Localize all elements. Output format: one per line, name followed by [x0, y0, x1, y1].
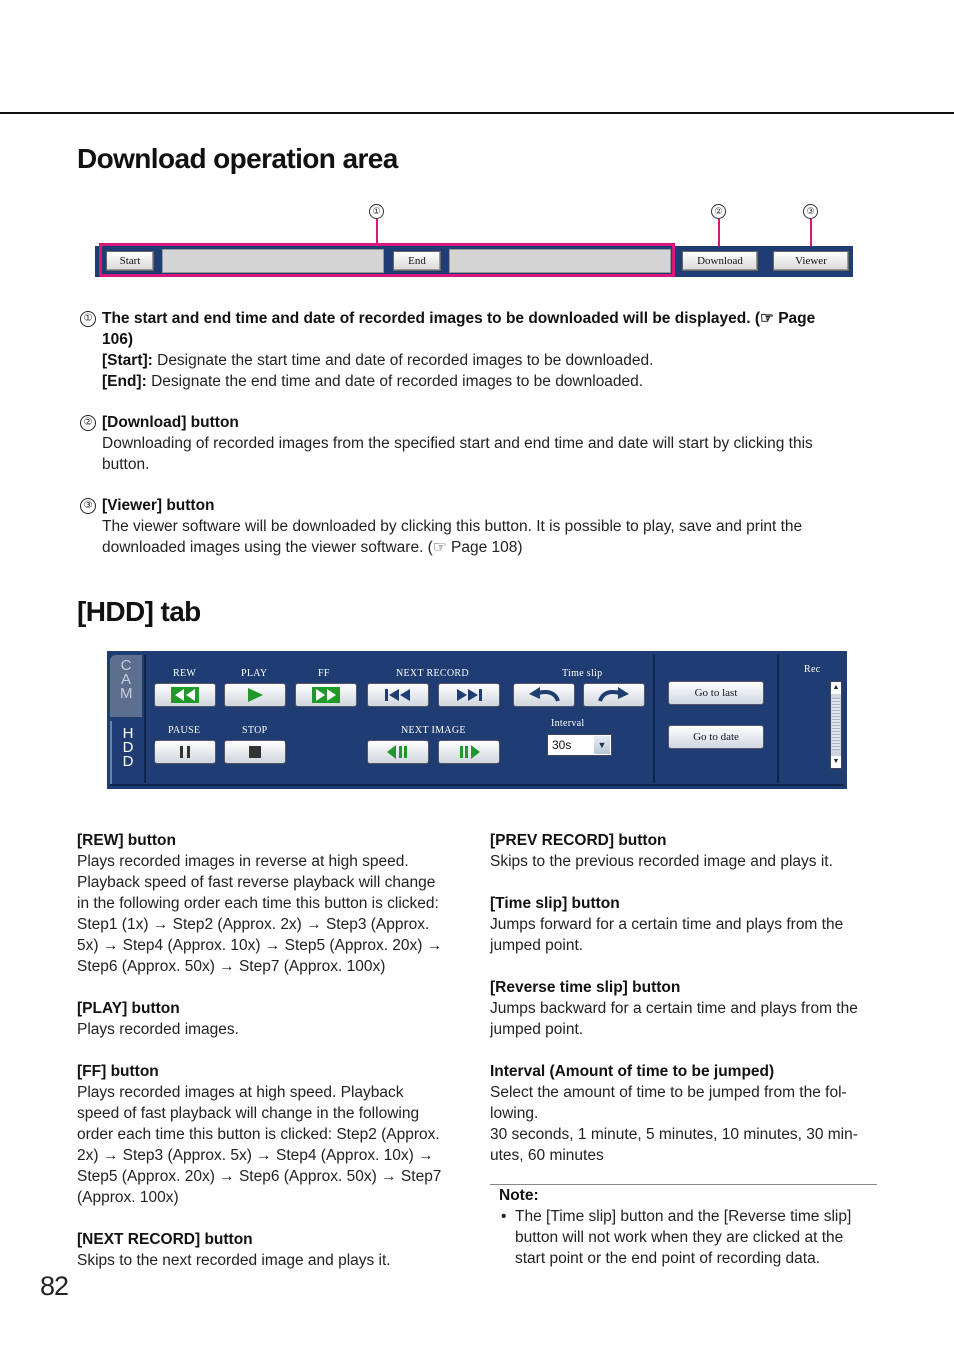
- item-1-heading-cont: 106): [102, 331, 134, 348]
- note-item: [499, 1206, 879, 1269]
- scroll-down-icon[interactable]: ▼: [831, 756, 841, 768]
- bullet: •: [501, 1208, 507, 1225]
- rew-line: Step1 (1x) → Step2 (Approx. 2x) → Step3 (Approx.: [77, 916, 430, 933]
- play-icon: [245, 687, 265, 703]
- start-button[interactable]: Start: [106, 251, 154, 271]
- interval-line: utes, 60 minutes: [490, 1147, 604, 1164]
- left-column: [77, 830, 472, 1271]
- item-2-body-2: button.: [102, 456, 150, 473]
- callout-line-1: [376, 219, 378, 245]
- label-interval: Interval: [551, 718, 585, 729]
- time-slip-button[interactable]: [583, 683, 645, 707]
- ff-line: 2x) → Step3 (Approx. 5x) → Step4 (Approx. 10x) →: [77, 1147, 434, 1164]
- ff-line: Plays recorded images at high speed. Playback: [77, 1084, 404, 1101]
- interval-line: lowing.: [490, 1105, 539, 1122]
- next-image-button[interactable]: [438, 740, 500, 764]
- rewind-icon: [171, 687, 199, 703]
- frame-forward-icon: [456, 744, 482, 760]
- download-button[interactable]: Download: [682, 251, 758, 271]
- play-button[interactable]: [224, 683, 286, 707]
- reverse-time-slip-heading: [Reverse time slip] button: [490, 979, 681, 996]
- go-to-last-button[interactable]: Go to last: [668, 681, 764, 705]
- chevron-down-icon: ▼: [594, 736, 610, 754]
- note-line: button will not work when they are clicked at the: [515, 1229, 844, 1246]
- scroll-up-icon[interactable]: ▲: [831, 682, 841, 694]
- ff-line: order each time this button is clicked: Step2 (Approx.: [77, 1126, 440, 1143]
- end-desc: Designate the end time and date of recorded images to be downloaded.: [146, 373, 644, 390]
- end-label: [End]:: [102, 373, 147, 390]
- note-heading: Note:: [499, 1187, 539, 1204]
- section-title-download: Download operation area: [77, 143, 398, 174]
- time-slip-line: Jumps forward for a certain time and plays from the: [490, 916, 844, 933]
- scrollbar[interactable]: [830, 681, 842, 769]
- next-record-line: Skips to the next recorded image and plays it.: [77, 1252, 391, 1269]
- tab-hdd[interactable]: [110, 721, 144, 785]
- pause-icon: [178, 745, 192, 759]
- hdd-control-panel: [107, 651, 847, 789]
- prev-record-line: Skips to the previous recorded image and plays it.: [490, 853, 833, 870]
- stop-icon: [248, 745, 262, 759]
- start-label: [Start]:: [102, 352, 153, 369]
- interval-line: Select the amount of time to be jumped from the fol-: [490, 1084, 847, 1101]
- note: [499, 1185, 879, 1269]
- ff-line: speed of fast playback will change in the following: [77, 1105, 420, 1122]
- rew-line: Playback speed of fast reverse playback will change: [77, 874, 436, 891]
- go-to-date-button[interactable]: Go to date: [668, 725, 764, 749]
- scroll-thumb[interactable]: [832, 698, 840, 750]
- item-1-start-line: [102, 350, 862, 371]
- item-3-body-1: The viewer software will be downloaded by clicking this button. It is possible to play, save and print the: [102, 518, 803, 535]
- skip-forward-icon: [454, 687, 484, 703]
- item-1-end-line: [102, 371, 862, 392]
- item-3-body-2: downloaded images using the viewer software. (☞ Page 108): [102, 539, 523, 556]
- label-next-image: NEXT IMAGE: [401, 725, 466, 736]
- skip-back-icon: [383, 687, 413, 703]
- end-button[interactable]: End: [393, 251, 441, 271]
- label-ff: FF: [318, 668, 330, 679]
- label-next-record: NEXT RECORD: [396, 668, 469, 679]
- top-rule: [0, 112, 954, 114]
- start-desc: Designate the start time and date of recorded images to be downloaded.: [152, 352, 654, 369]
- prev-image-button[interactable]: [367, 740, 429, 764]
- tab-hdd-label: HDD: [122, 725, 134, 770]
- rew-line: Plays recorded images in reverse at high speed.: [77, 853, 409, 870]
- interval-select[interactable]: [547, 734, 612, 756]
- rew-line: 5x) → Step4 (Approx. 10x) → Step5 (Approx. 20x) →: [77, 937, 443, 954]
- item-2: [102, 412, 862, 475]
- next-record-heading: [NEXT RECORD] button: [77, 1231, 253, 1248]
- item-2-body-1: Downloading of recorded images from the specified start and end time and date will start by clicking this: [102, 435, 813, 452]
- interval-value: 30s: [552, 738, 572, 752]
- ff-line: (Approx. 100x): [77, 1189, 179, 1206]
- item-2-number: ②: [80, 415, 96, 431]
- stop-button[interactable]: [224, 740, 286, 764]
- callout-3: ③: [803, 204, 818, 219]
- interval-line: 30 seconds, 1 minute, 5 minutes, 10 minutes, 30 min-: [490, 1126, 858, 1143]
- play-line: Plays recorded images.: [77, 1021, 239, 1038]
- time-slip-heading: [Time slip] button: [490, 895, 620, 912]
- label-stop: STOP: [242, 725, 268, 736]
- tab-cam[interactable]: [110, 655, 142, 717]
- prev-record-button[interactable]: [367, 683, 429, 707]
- label-rew: REW: [173, 668, 197, 679]
- section-title-hdd: [HDD] tab: [77, 596, 201, 627]
- time-slip-line: jumped point.: [490, 937, 584, 954]
- tab-cam-label: CAM: [120, 657, 133, 702]
- prev-record-heading: [PREV RECORD] button: [490, 832, 667, 849]
- fast-forward-icon: [312, 687, 340, 703]
- item-1-number: ①: [80, 311, 96, 327]
- page-number: 82: [40, 1271, 69, 1301]
- rew-line: in the following order each time this button is clicked:: [77, 895, 439, 912]
- highlight-box: [99, 243, 675, 277]
- callout-1: ①: [369, 204, 384, 219]
- ff-heading: [FF] button: [77, 1063, 159, 1080]
- panel-divider-mid: [653, 655, 655, 783]
- item-2-heading: [Download] button: [102, 414, 239, 431]
- rew-line: Step6 (Approx. 50x) → Step7 (Approx. 100x): [77, 958, 386, 975]
- pause-button[interactable]: [154, 740, 216, 764]
- ff-line: Step5 (Approx. 20x) → Step6 (Approx. 50x) → Step7: [77, 1168, 442, 1185]
- right-column: [490, 830, 885, 1166]
- item-3-heading: [Viewer] button: [102, 497, 215, 514]
- panel-bottom-edge: [110, 784, 844, 786]
- ff-button[interactable]: [295, 683, 357, 707]
- next-record-button[interactable]: [438, 683, 500, 707]
- reverse-time-slip-button[interactable]: [513, 683, 575, 707]
- label-pause: PAUSE: [168, 725, 201, 736]
- reverse-time-slip-icon: [524, 686, 564, 704]
- note-line: start point or the end point of recording data.: [515, 1250, 821, 1267]
- label-time-slip: Time slip: [562, 668, 603, 679]
- note-line: The [Time slip] button and the [Reverse time slip]: [515, 1208, 852, 1225]
- callout-2: ②: [711, 204, 726, 219]
- interval-heading: Interval (Amount of time to be jumped): [490, 1063, 775, 1080]
- reverse-time-slip-line: jumped point.: [490, 1021, 584, 1038]
- frame-back-icon: [385, 744, 411, 760]
- rew-button[interactable]: [154, 683, 216, 707]
- panel-divider-right: [777, 655, 779, 783]
- item-1-heading: The start and end time and date of recorded images to be downloaded will be displayed. (☞ Page: [102, 310, 816, 327]
- viewer-button[interactable]: Viewer: [773, 251, 849, 271]
- item-3: [102, 495, 862, 558]
- item-1: [102, 308, 862, 392]
- item-3-number: ③: [80, 498, 96, 514]
- label-rec: Rec: [804, 664, 821, 675]
- panel-divider-left: [144, 655, 146, 783]
- label-play: PLAY: [241, 668, 268, 679]
- rew-heading: [REW] button: [77, 832, 176, 849]
- play-heading: [PLAY] button: [77, 1000, 180, 1017]
- time-slip-icon: [594, 686, 634, 704]
- reverse-time-slip-line: Jumps backward for a certain time and plays from the: [490, 1000, 858, 1017]
